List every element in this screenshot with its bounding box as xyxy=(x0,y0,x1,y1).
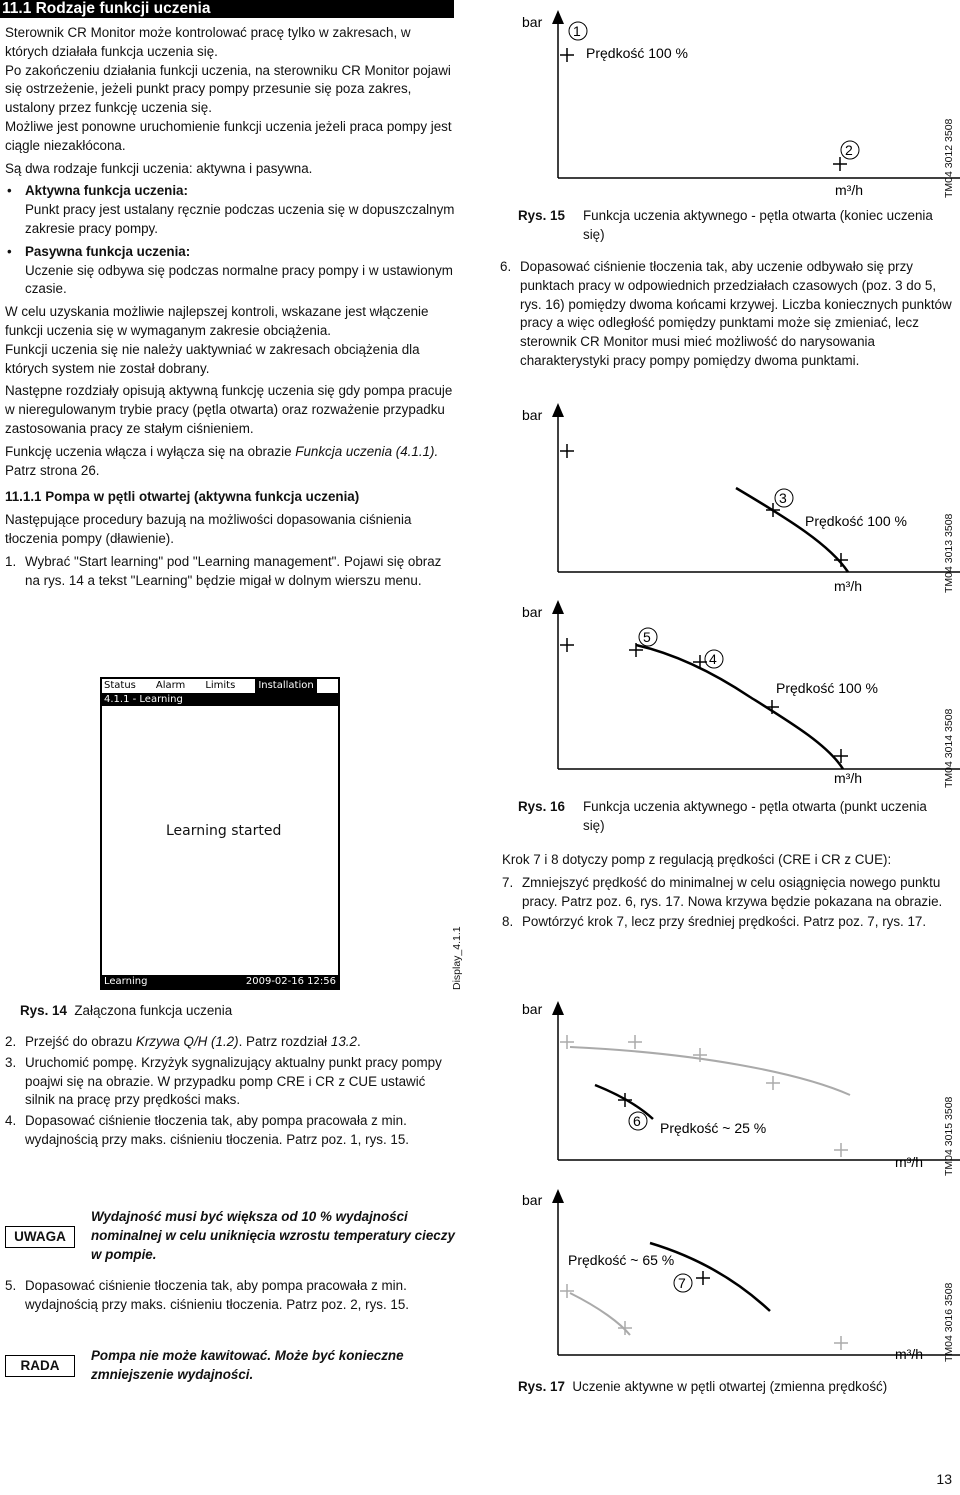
figure-code: TM04 3013 3508 xyxy=(943,513,955,593)
step-item xyxy=(5,553,455,591)
page-reference: Patrz strona 26. xyxy=(5,462,100,478)
pump-curve xyxy=(736,488,848,572)
point-label: 1 xyxy=(573,23,581,39)
step-text: Uruchomić pompę. Krzyżyk sygnalizujący aktualny punkt pracy pompy poajwi się na obrazie. W przypadku pomp CRE i CR z CUE ustawić silnik na pracę przy prędkości maks. xyxy=(25,1054,442,1108)
pump-curve xyxy=(636,645,843,769)
figure-code: TM04 3012 3508 xyxy=(943,118,955,198)
paragraph: Po zakończeniu działania funkcji uczenia, na sterowniku CR Monitor pojawi się ostrzeżenie, jeżeli punkt pracy pompy przesunie się poza zakres, ustalony przez funkcję uczenia się. xyxy=(5,62,451,116)
figure-title: Funkcja uczenia aktywnego - pętla otwarta (koniec uczenia się) xyxy=(583,208,933,242)
y-axis-arrow xyxy=(552,1189,564,1203)
paragraph: W celu uzyskania możliwie najlepszej kontroli, wskazane jest włączenie funkcji uczenia się w wymaganym zakresie obciążenia. xyxy=(5,304,429,338)
point-label: 7 xyxy=(678,1275,686,1291)
steps-left xyxy=(5,1033,455,1150)
x-axis-label: m³/h xyxy=(895,1346,923,1362)
x-axis-label: m³/h xyxy=(834,770,862,786)
step-item xyxy=(502,913,960,932)
step-number: 8. xyxy=(502,914,514,930)
figure-code: Display_4.1.1 xyxy=(451,926,463,990)
figure-caption xyxy=(518,207,938,245)
footer-status: Learning xyxy=(104,976,148,987)
bullet-text: Uczenie się odbywa się podczas normalne pracy pompy i w ustawionym czasie. xyxy=(25,262,453,297)
step-item xyxy=(5,1054,455,1110)
figure-caption xyxy=(20,1002,232,1021)
note-text: Wydajność musi być większa od 10 % wydajności nominalnej w celu uniknięcia wzrostu temperatury cieczy w pompie. xyxy=(91,1209,455,1262)
step-text: Dopasować ciśnienie tłoczenia tak, aby pompa pracowała z min. wydajnością przy maks. ciśnieniu tłoczenia. Patrz poz. 2, rys. 15. xyxy=(25,1278,410,1312)
figure-16a-chart xyxy=(500,400,960,600)
step-text: Przejść do obrazu xyxy=(25,1034,136,1049)
y-axis-arrow xyxy=(552,600,564,614)
paragraph: Krok 7 i 8 dotyczy pomp z regulacją prędkości (CRE i CR z CUE): xyxy=(502,852,892,867)
step-text: . xyxy=(356,1034,361,1049)
menu-reference: Funkcja uczenia (4.1.1). xyxy=(295,443,439,459)
step-item xyxy=(502,874,960,912)
y-axis-arrow xyxy=(552,10,564,24)
figure-17a-chart xyxy=(500,995,960,1180)
chapter-reference: 13.2 xyxy=(330,1034,357,1049)
x-axis-label: m³/h xyxy=(834,578,862,594)
step-number: 7. xyxy=(502,874,514,890)
figure-title: Załączona funkcja uczenia xyxy=(74,1003,233,1018)
step-text: Dopasować ciśnienie tłoczenia tak, aby uczenie odbywało się przy punktach pracy w odpowiednich przedziałach czasowych (poz. 3 do 5, rys. 16) pomiędzy dwoma końcami krzywej. Liczba koniecznych punktów pracy a więc odległość pomiędzy punktami może się zmieniać, lecz sterownik CR Monitor musi mieć możliwość do narysowania charakterystyki pracy pompy pomiędzy dwoma punktami. xyxy=(520,259,952,368)
step-number: 1. xyxy=(5,553,17,569)
step-text: Powtórzyć krok 7, lecz przy średniej prędkości. Patrz poz. 7, rys. 17. xyxy=(522,914,927,930)
point-marker-2 xyxy=(833,157,847,171)
tab-status: Status xyxy=(104,680,136,691)
figure-code: TM04 3016 3508 xyxy=(943,1282,955,1362)
figure-code: TM04 3015 3508 xyxy=(943,1096,955,1176)
figure-code: TM04 3014 3508 xyxy=(943,708,955,788)
step-item xyxy=(5,1033,455,1052)
step-6 xyxy=(500,258,960,371)
figure-title: Funkcja uczenia aktywnego - pętla otwarta (punkt uczenia się) xyxy=(583,799,927,833)
bullet-item xyxy=(5,243,455,299)
tab-alarm: Alarm xyxy=(155,680,186,691)
step-text: Dopasować ciśnienie tłoczenia tak, aby pompa pracowała z min. wydajnością przy maks. ciśnieniu tłoczenia. Patrz poz. 1, rys. 15. xyxy=(25,1113,410,1147)
controller-display xyxy=(100,677,340,990)
point-marker-7 xyxy=(696,1271,710,1285)
y-axis-arrow xyxy=(552,1001,564,1015)
tab-installation: Installation xyxy=(255,679,316,693)
speed-label: Prędkość ~ 65 % xyxy=(568,1252,675,1268)
note-label: RADA xyxy=(5,1355,75,1377)
y-axis-label: bar xyxy=(522,1192,543,1208)
paragraph: Następne rozdziały opisują aktywną funkcję uczenia się gdy pompa pracuje w nieregulowanym trybie pracy (pętla otwarta) oraz rozważenie przypadku zastosowania pracy ze stałym ciśnieniem. xyxy=(5,383,453,436)
point-label: 5 xyxy=(643,629,651,645)
figure-number: Rys. 17 xyxy=(518,1379,565,1394)
page-number: 13 xyxy=(936,1471,952,1488)
point-marker xyxy=(834,553,848,567)
point-marker xyxy=(560,638,574,652)
display-message: Learning started xyxy=(166,823,282,839)
step-number: 6. xyxy=(500,259,512,274)
paragraph: Następujące procedury bazują na możliwości dopasowania ciśnienia tłoczenia pompy (dławienie). xyxy=(5,512,412,546)
point-label: 2 xyxy=(845,142,853,158)
bullet-dot: • xyxy=(7,183,12,199)
paragraph: Możliwe jest ponowne uruchomienie funkcji uczenia jeżeli praca pompy jest ciągle niezakłócona. xyxy=(5,118,452,153)
reference-markers xyxy=(560,1284,848,1350)
note-label: UWAGA xyxy=(5,1226,75,1248)
figure-caption xyxy=(518,1378,887,1397)
point-label: 3 xyxy=(779,490,787,506)
point-label: 6 xyxy=(633,1113,641,1129)
subsection-heading: 11.1.1 Pompa w pętli otwartej (aktywna funkcja uczenia) xyxy=(5,489,360,505)
step-5 xyxy=(5,1277,455,1315)
speed-label: Prędkość 100 % xyxy=(805,513,907,529)
paragraph: Sterownik CR Monitor może kontrolować pracę tylko w zakresach, w których działała funkcja uczenia się. xyxy=(5,25,411,59)
point-label: 4 xyxy=(709,651,717,667)
point-marker xyxy=(560,444,574,458)
figure-15-chart xyxy=(500,0,960,205)
x-axis-label: m³/h xyxy=(835,182,863,198)
footer-datetime: 2009-02-16 12:56 xyxy=(245,976,336,987)
point-marker xyxy=(765,700,779,714)
speed-label: Prędkość ~ 25 % xyxy=(660,1120,767,1136)
step-item xyxy=(5,1112,455,1150)
step-text: . Patrz rozdział xyxy=(238,1034,331,1049)
figure-title: Uczenie aktywne w pętli otwartej (zmienna prędkość) xyxy=(572,1379,888,1394)
paragraph xyxy=(5,443,455,462)
section-heading: 11.1 Rodzaje funkcji uczenia xyxy=(0,0,454,18)
step-number: 4. xyxy=(5,1113,17,1129)
y-axis-label: bar xyxy=(522,407,543,423)
menu-reference: Krzywa Q/H (1.2) xyxy=(135,1034,239,1049)
y-axis-arrow xyxy=(552,403,564,417)
steps-7-8 xyxy=(502,851,960,932)
bullet-dot: • xyxy=(7,243,12,259)
note-text: Pompa nie może kawitować. Może być konieczne zmniejszenie wydajności. xyxy=(91,1348,404,1382)
figure-number: Rys. 16 xyxy=(518,799,565,814)
speed-label: Prędkość 100 % xyxy=(776,680,878,696)
figure-number: Rys. 15 xyxy=(518,208,565,223)
figure-16b-chart xyxy=(500,597,960,795)
paragraph: Funkcji uczenia się nie należy uaktywniać w zakresach obciążenia dla których system nie został dobrany. xyxy=(5,341,420,376)
paragraph: Są dwa rodzaje funkcji uczenia: aktywna i pasywna. xyxy=(5,160,313,176)
bullet-title: Aktywna funkcja uczenia: xyxy=(25,183,188,199)
step-item xyxy=(500,258,960,371)
reference-curve xyxy=(570,1047,850,1095)
figure-caption xyxy=(518,798,938,836)
y-axis-label: bar xyxy=(522,14,543,30)
display-footer xyxy=(102,975,338,988)
bullet-text: Punkt pracy jest ustalany ręcznie podczas uczenia się w dopuszczalnym zakresie pracy pompy. xyxy=(25,202,455,236)
step-number: 2. xyxy=(5,1034,17,1049)
display-subtitle: 4.1.1 - Learning xyxy=(102,693,338,706)
y-axis-label: bar xyxy=(522,1001,543,1017)
step-text: Wybrać "Start learning" pod "Learning management". Pojawi się obraz na rys. 14 a tekst "Learning" będzie migał w dolnym wierszu menu. xyxy=(25,553,442,588)
figure-number: Rys. 14 xyxy=(20,1003,67,1018)
bullet-title: Pasywna funkcja uczenia: xyxy=(25,243,191,259)
display-menu-tabs xyxy=(102,679,338,693)
step-number: 5. xyxy=(5,1278,17,1293)
left-column xyxy=(2,0,455,590)
y-axis-label: bar xyxy=(522,604,543,620)
step-text: Zmniejszyć prędkość do minimalnej w celu osiągnięcia nowego punktu pracy. Patrz poz. 6, rys. 17. Nowa krzywa będzie pokazana na obrazie. xyxy=(522,874,943,909)
tab-limits: Limits xyxy=(205,680,236,691)
speed-label: Prędkość 100 % xyxy=(586,45,688,61)
reference-markers xyxy=(560,1035,848,1157)
step-item xyxy=(5,1277,455,1315)
point-marker-1 xyxy=(560,48,574,62)
x-axis-label: m³/h xyxy=(895,1154,923,1170)
bullet-item xyxy=(5,182,455,238)
step-number: 3. xyxy=(5,1054,17,1070)
figure-17b-chart xyxy=(500,1183,960,1373)
text: Funkcję uczenia włącza i wyłącza się na obrazie xyxy=(5,443,296,459)
